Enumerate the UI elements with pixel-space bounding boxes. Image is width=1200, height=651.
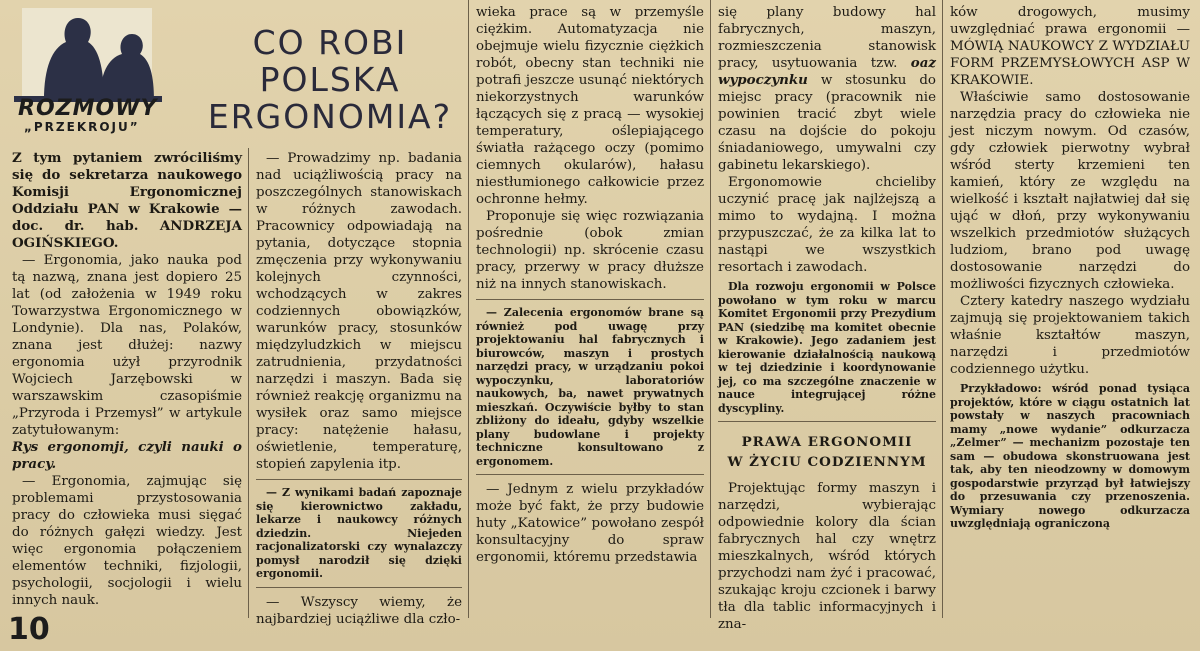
subheading-line-1: PRAWA ERGONOMII bbox=[741, 434, 913, 450]
paragraph: ków drogowych, musimy uwzględniać prawa ergonomii — MÓWIĄ NAUKOWCY Z WYDZIAŁU FORM PRZEMYSŁOWYCH ASP W KRAKOWIE. bbox=[950, 5, 1190, 88]
logo-subtitle: „PRZEKROJU” bbox=[24, 120, 140, 134]
column-3 bbox=[476, 4, 704, 566]
paragraph: — Prowadzimy np. badania nad uciążliwością pracy na poszczególnych stanowiskach w różnych zawodach. Pracownicy odpowiadają na pytania, dotyczące stopnia zmęczenia przy wykonywaniu kolejnych czynności, wchodzących w zakres codziennych obowiązków, warunków pracy, stosunków międzyludzkich w miejscu zatrudnienia, przydatności narzędzi i maszyn. Bada się również reakcję organizmu na wysiłek oraz samo miejsce pracy: natężenie hałasu, oświetlenie, temperaturę, stopień zapylenia itp. bbox=[256, 151, 462, 472]
paragraph: Cztery katedry naszego wydziału zajmują się projektowaniem takich właśnie kształtów maszyn, narzędzi i przedmiotów codziennego użytku. bbox=[950, 294, 1190, 377]
italic-phrase: oaz wypoczynku bbox=[718, 55, 936, 88]
intro-paragraph: Z tym pytaniem zwróciliśmy się do sekretarza naukowego Komisji Ergonomicznej Oddziału PAN w Krakowie — doc. dr. hab. ANDRZEJA OGIŃSKIEGO. bbox=[12, 150, 242, 251]
small-print-block bbox=[718, 280, 936, 415]
headline-line-1: CO ROBI bbox=[252, 23, 408, 62]
text-span: w stosunku do miejsc pracy (pracownik nie powinien tracić zbyt wiele czasu na dojście do pokoju śniadaniowego, umywalni czy gabinetu lekarskiego). bbox=[718, 73, 936, 173]
logo-title: ROZMOWY bbox=[18, 96, 158, 121]
separator bbox=[476, 474, 704, 475]
column-divider bbox=[710, 0, 711, 618]
article-title-quote: Rys ergonomji, czyli nauki o pracy. bbox=[12, 439, 242, 472]
column-divider bbox=[942, 0, 943, 618]
small-paragraph: — Zalecenia ergonomów brane są również pod uwagę przy projektowaniu hal fabrycznych i biurowców, maszyn i prostych narzędzi pracy, w urządzaniu pokoi wypoczynku, laboratoriów naukowych, ba, nawet prywatnych mieszkań. Oczywiście byłby to stan zbliżony do ideału, gdyby wszelkie plany budowlane i projekty techniczne konsultowano z ergonomem. bbox=[476, 306, 704, 468]
section-subheading bbox=[718, 432, 936, 472]
paragraph: — Wszyscy wiemy, że najbardziej uciążliwe dla czło- bbox=[256, 594, 462, 627]
small-paragraph: — Z wynikami badań zapoznaje się kierownictwo zakładu, lekarze i naukowcy różnych dziedzin. Niejeden racjonalizatorski czy wynalazczy pomysł narodził się dzięki ergonomii. bbox=[256, 486, 462, 580]
paragraph: — Ergonomia, zajmując się problemami przystosowania pracy do człowieka musi sięgać do różnych gałęzi wiedzy. Jest więc ergonomia połączeniem elementów techniki, fizjologii, psychologii, socjologii i wielu innych nauk. bbox=[12, 474, 242, 608]
column-divider bbox=[248, 148, 249, 618]
paragraph: Proponuje się więc rozwiązania pośrednie (obok zmian technologii) np. skrócenie czasu pracy, przerwy w pracy dłuższe niż na innych stanowiskach. bbox=[476, 209, 704, 292]
column-1 bbox=[12, 150, 242, 609]
text-span: się plany budowy hal fabrycznych, maszyn, rozmieszczenia stanowisk pracy, usytuowania tzw. bbox=[718, 5, 936, 71]
paragraph: — Jednym z wielu przykładów może być fakt, że przy budowie huty „Katowice” powołano zespół konsultacyjny do spraw ergonomii, któremu przedstawia bbox=[476, 482, 704, 565]
small-print-block bbox=[476, 306, 704, 468]
small-print-block bbox=[950, 382, 1190, 531]
paragraph: Właściwie samo dostosowanie narzędzia pracy do człowieka nie jest niczym nowym. Od czasów, gdy człowiek pierwotny wybrał wśród sterty krzemieni ten kamień, który ze względu na wielkość i kształt najłatwiej dał się ująć w dłoń, przy wykonywaniu wszelkich przedmiotów służących ludziom, brano pod uwagę dostosowanie narzędzi do możliwości fizycznych człowieka. bbox=[950, 90, 1190, 292]
column-4 bbox=[718, 4, 936, 633]
small-print-block bbox=[256, 486, 462, 581]
column-divider bbox=[468, 0, 469, 618]
paragraph: — Ergonomia, jako nauka pod tą nazwą, znana jest dopiero 25 lat (od założenia w 1949 roku Towarzystwa Ergonomicznego w Londynie). Dla nas, Polaków, znana jest dłużej: nazwy ergonomia użył przyrodnik Wojciech Jarzębowski w warszawskim czasopiśmie „Przyroda i Przemysł” w artykule zatytułowanym: bbox=[12, 253, 242, 438]
small-paragraph: Dla rozwoju ergonomii w Polsce powołano w tym roku w marcu Komitet Ergonomii przy Prezydium PAN (siedzibę ma komitet obecnie w Krakowie). Jego zadaniem jest kierowanie działalnością naukową w tej dziedzinie i koordynowanie jej, co ma szczególne znaczenie w nauce integrującej różne dyscypliny. bbox=[718, 280, 936, 415]
separator bbox=[718, 421, 936, 422]
separator bbox=[256, 587, 462, 588]
small-paragraph: Przykładowo: wśród ponad tysiąca projektów, które w ciągu ostatnich lat powstały w naszych pracowniach mamy „nowe wydanie” odkurzacza „Zelmer” — mechanizm pozostaje ten sam — obudowa skonstruowana jest tak, aby ten nieodzowny w domowym gospodarstwie przyrząd był łatwiejszy do przesuwania czy przenoszenia. Wymiary nowego odkurzacza uwzględniają ograniczoną bbox=[950, 382, 1190, 530]
column-2 bbox=[256, 150, 462, 628]
paragraph: Projektując formy maszyn i narzędzi, wybierając odpowiednie kolory dla ścian fabrycznych hal czy wnętrz mieszkalnych, wśród których przychodzi nam żyć i pracować, szukając kroju czcionek i barwy tła dla tablic informacyjnych i zna- bbox=[718, 481, 936, 632]
paragraph bbox=[718, 4, 936, 174]
separator bbox=[256, 479, 462, 480]
headline-line-3: ERGONOMIA? bbox=[207, 97, 453, 136]
headline bbox=[200, 24, 460, 135]
headline-line-2: POLSKA bbox=[259, 60, 401, 99]
page-number: 10 bbox=[8, 612, 50, 647]
subheading-line-2: W ŻYCIU CODZIENNYM bbox=[727, 454, 927, 470]
column-5 bbox=[950, 4, 1190, 531]
separator bbox=[476, 299, 704, 300]
paragraph: Ergonomowie chcieliby uczynić pracę jak najlżejszą a mimo to wydajną. I można przypuszczać, że za kilka lat to nastąpi we wszystkich resortach i zawodach. bbox=[718, 175, 936, 275]
paragraph: wieka prace są w przemyśle ciężkim. Automatyzacja nie obejmuje wielu fizycznie ciężkich robót, obecny stan techniki nie potrafi jeszcze usunąć niektórych niekorzystnych warunków łączących się z pracą — wysokiej temperatury, oślepiającego światła rażącego oczy (pomimo ciemnych okularów), hałasu niestłumionego całkowicie przez ochronne hełmy. bbox=[476, 5, 704, 207]
